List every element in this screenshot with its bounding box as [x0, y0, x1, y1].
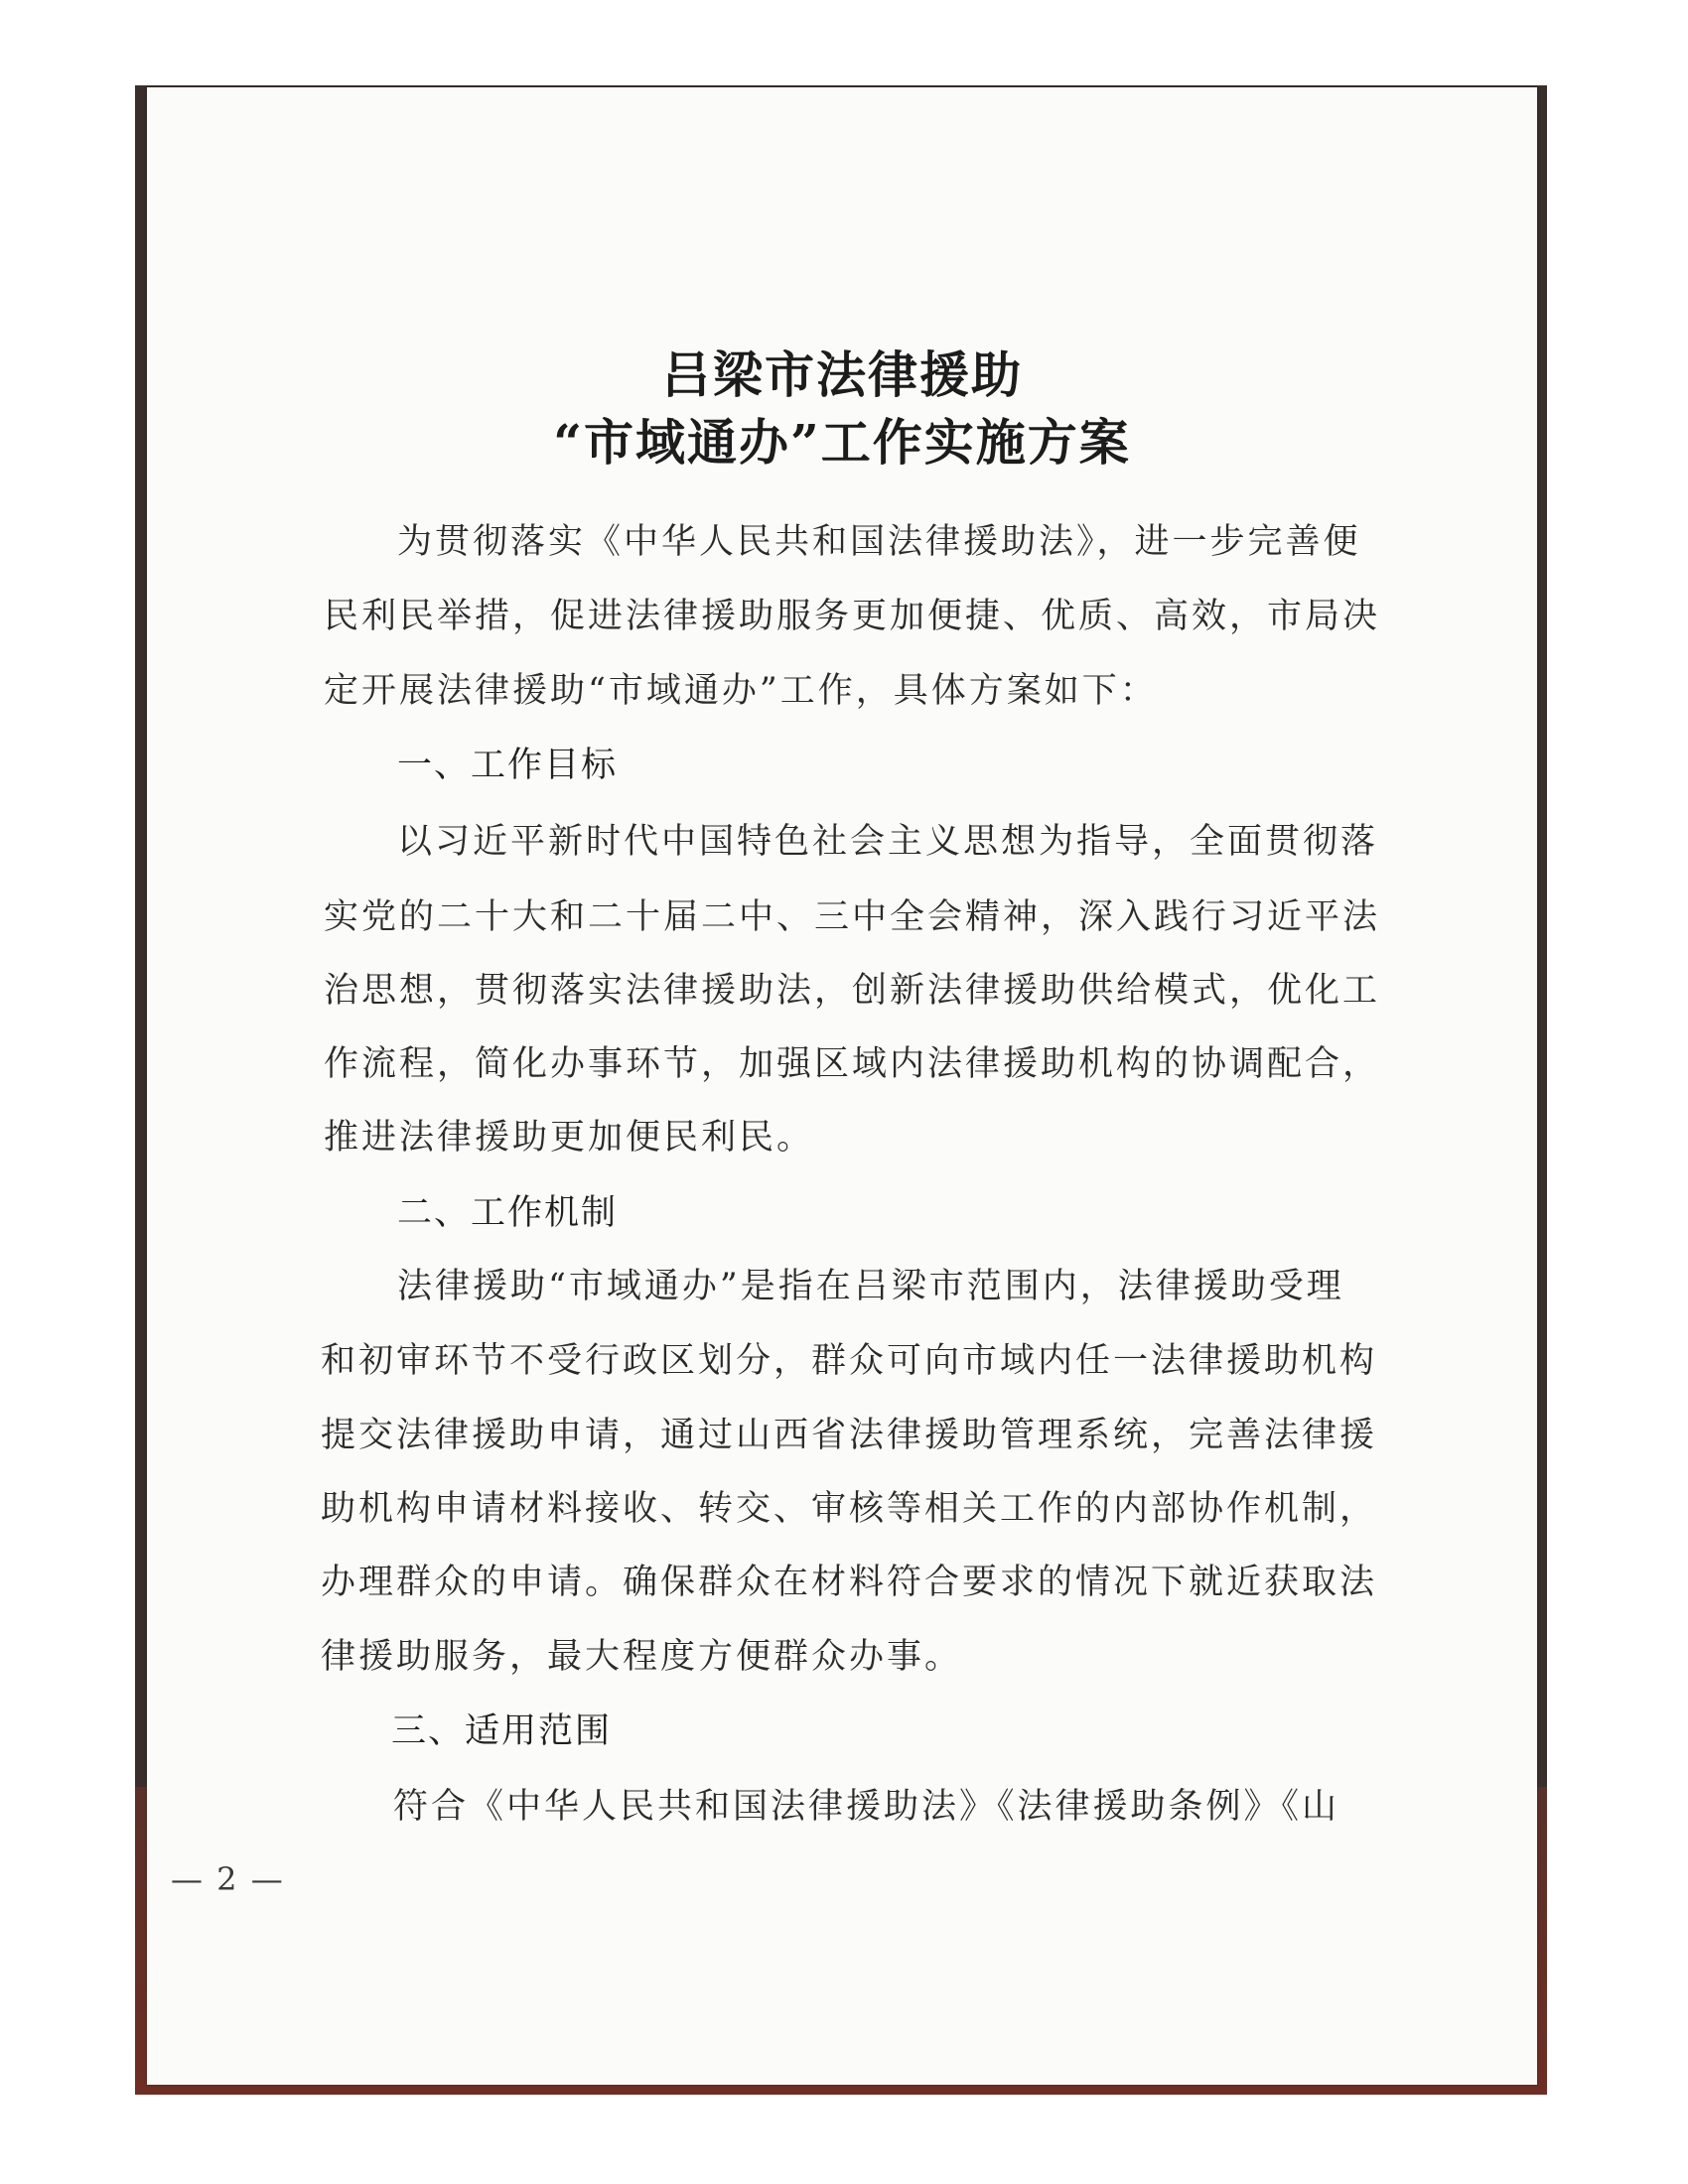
section-heading-goals: 一、工作目标 [397, 746, 619, 785]
document-page [147, 87, 1537, 2085]
intro-line: 定开展法律援助“市域通办”工作，具体方案如下： [324, 671, 1158, 711]
section-heading-scope: 三、适用范围 [391, 1711, 613, 1751]
section1-line: 治思想，贯彻落实法律援助法，创新法律援助供给模式，优化工 [324, 971, 1381, 1011]
intro-line: 为贯彻落实《中华人民共和国法律援助法》，进一步完善便 [397, 522, 1361, 562]
page-number: — 2 — [171, 1860, 285, 1898]
section2-line: 助机构申请材料接收、转交、审核等相关工作的内部协作机制， [321, 1489, 1378, 1529]
document-title-line2: “市域通办”工作实施方案 [553, 413, 1131, 472]
section1-line: 作流程，简化办事环节，加强区域内法律援助机构的协调配合， [324, 1044, 1381, 1084]
section3-line: 符合《中华人民共和国法律援助法》《法律援助条例》《山 [393, 1787, 1340, 1827]
section2-line: 办理群众的申请。确保群众在材料符合要求的情况下就近获取法 [321, 1563, 1378, 1602]
intro-line: 民利民举措，促进法律援助服务更加便捷、优质、高效，市局决 [324, 597, 1381, 636]
section1-line: 以习近平新时代中国特色社会主义思想为指导，全面贯彻落 [397, 822, 1379, 862]
section2-line: 提交法律援助申请，通过山西省法律援助管理系统，完善法律援 [321, 1416, 1378, 1455]
section1-line: 实党的二十大和二十届二中、三中全会精神，深入践行习近平法 [324, 897, 1381, 937]
section2-line: 律援助服务，最大程度方便群众办事。 [321, 1637, 963, 1677]
section2-line: 法律援助“市域通办”是指在吕梁市范围内，法律援助受理 [397, 1267, 1344, 1306]
section2-line: 和初审环节不受行政区划分，群众可向市域内任一法律援助机构 [321, 1341, 1378, 1381]
document-title-line1: 吕梁市法律援助 [661, 345, 1023, 404]
section-heading-mechanism: 二、工作机制 [397, 1193, 619, 1233]
section1-line: 推进法律援助更加便民利民。 [324, 1118, 815, 1158]
